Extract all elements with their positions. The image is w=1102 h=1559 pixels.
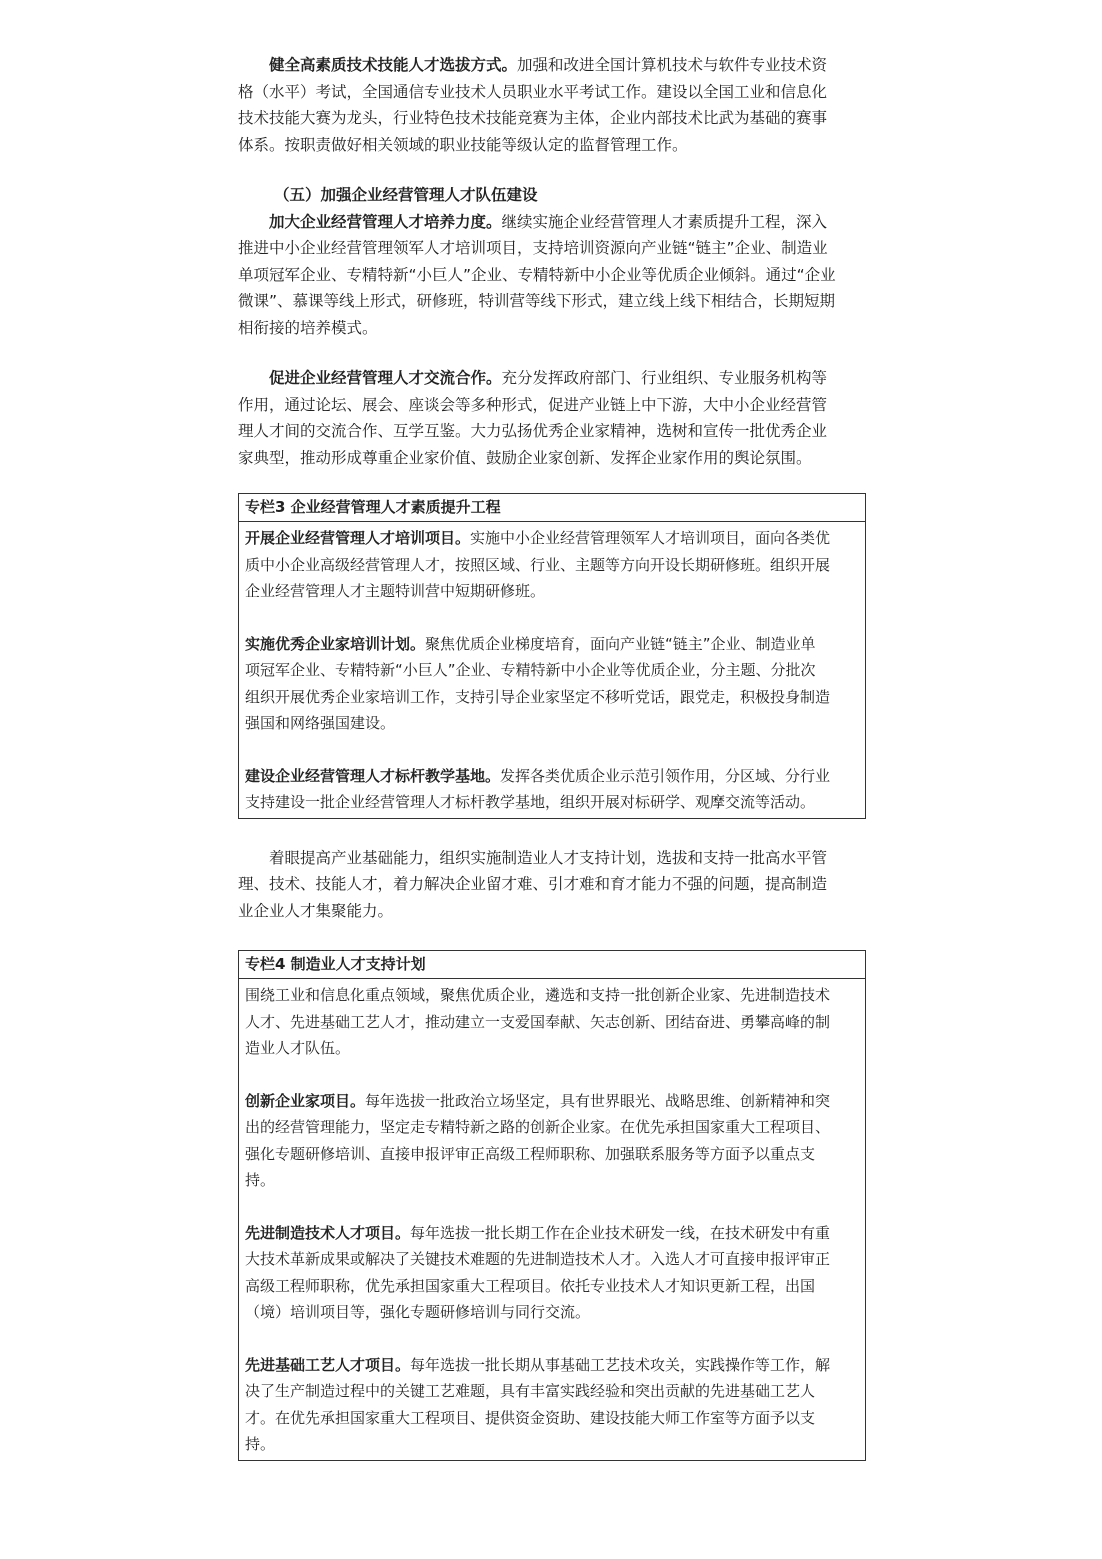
text-line: 微课”、慕课等线上形式，研修班，特训营等线下形式，建立线上线下相结合，长期短期	[238, 292, 836, 310]
text-line: 高级工程师职称，优先承担国家重大工程项目。依托专业技术人才知识更新工程，出国	[245, 1276, 816, 1295]
text-line: 实施优秀企业家培训计划。聚焦优质企业梯度培育，面向产业链“链主”企业、制造业单	[245, 634, 816, 653]
paragraph-exchange	[238, 365, 866, 471]
text-line: 作用，通过论坛、展会、座谈会等多种形式，促进产业链上中下游，大中小企业经营管	[238, 395, 828, 414]
text-line: 着眼提高产业基础能力，组织实施制造业人才支持计划，选拔和支持一批高水平管	[269, 848, 828, 867]
column-box-3	[238, 493, 866, 819]
text-line: 技术技能大赛为龙头，行业特色技术技能竞赛为主体，企业内部技术比武为基础的赛事	[238, 109, 828, 127]
text-line: 项冠军企业、专精特新“小巨人”企业、专精特新中小企业等优质企业，分主题、分批次	[245, 661, 816, 679]
paragraph-lead: 加大企业经营管理人才培养力度。	[269, 212, 502, 231]
item-lead: 先进基础工艺人才项目。	[245, 1355, 411, 1374]
text-line: 大技术革新成果或解决了关键技术难题的先进制造技术人才。入选人才可直接申报评审正	[245, 1250, 831, 1268]
text-line: 围绕工业和信息化重点领域，聚焦优质企业，遴选和支持一批创新企业家、先进制造技术	[245, 986, 831, 1004]
spacer	[245, 605, 859, 631]
column-box-4	[238, 950, 866, 1461]
text-line: 组织开展优秀企业家培训工作，支持引导企业家坚定不移听党话，跟党走，积极投身制造	[245, 687, 831, 706]
text-line: 人才、先进基础工艺人才，推动建立一支爱国奉献、矢志创新、团结奋进、勇攀高峰的制	[245, 1012, 831, 1031]
spacer	[245, 1194, 859, 1220]
text-line: 理人才间的交流合作、互学互鉴。大力弘扬优秀企业家精神，选树和宣传一批优秀企业	[238, 422, 828, 440]
paragraph-manufacturing-plan	[238, 845, 866, 925]
text-line: 质中小企业高级经营管理人才，按照区域、行业、主题等方向开设长期研修班。组织开展	[245, 555, 831, 574]
box-title: 专栏4 制造业人才支持计划	[239, 951, 865, 979]
text-line: 推进中小企业经营管理领军人才培训项目，支持培训资源向产业链“链主”企业、制造业	[238, 239, 828, 257]
text-line: 建设企业经营管理人才标杆教学基地。发挥各类优质企业示范引领作用，分区域、分行业	[245, 766, 831, 785]
item-lead: 建设企业经营管理人才标杆教学基地。	[245, 766, 501, 785]
text-line: 业企业人才集聚能力。	[238, 901, 394, 920]
spacer	[238, 471, 866, 493]
text-line: 先进制造技术人才项目。每年选拔一批长期工作在企业技术研发一线，在技术研发中有重	[245, 1223, 831, 1242]
text-line: 体系。按职责做好相关领域的职业技能等级认定的监督管理工作。	[238, 135, 688, 154]
text-line: 创新企业家项目。每年选拔一批政治立场坚定，具有世界眼光、战略思维、创新精神和突	[245, 1091, 831, 1110]
spacer	[238, 819, 866, 845]
item-lead: 实施优秀企业家培训计划。	[245, 634, 426, 653]
spacer	[245, 1326, 859, 1352]
text-line: 单项冠军企业、专精特新“小巨人”企业、专精特新中小企业等优质企业倾斜。通过“企业	[238, 265, 836, 284]
section-heading: （五）加强企业经营管理人才队伍建设	[274, 186, 538, 204]
text-line: 开展企业经营管理人才培训项目。实施中小企业经营管理领军人才培训项目，面向各类优	[245, 529, 831, 547]
item-lead: 开展企业经营管理人才培训项目。	[245, 529, 471, 547]
document-page	[238, 52, 866, 1461]
text-line: 强化专题研修培训、直接申报评审正高级工程师职称、加强联系服务等方面予以重点支	[245, 1144, 816, 1163]
paragraph-lead: 健全高素质技术技能人才选拔方式。	[269, 56, 518, 74]
text-line: 决了生产制造过程中的关键工艺难题，具有丰富实践经验和突出贡献的先进基础工艺人	[245, 1382, 816, 1400]
paragraph-talent-selection	[238, 52, 866, 158]
text-line: 支持建设一批企业经营管理人才标杆教学基地，组织开展对标研学、观摩交流等活动。	[245, 793, 816, 811]
text-line: 造业人才队伍。	[245, 1039, 351, 1057]
text-line: 理、技术、技能人才，着力解决企业留才难、引才难和育才能力不强的问题，提高制造	[238, 875, 828, 893]
text-line: （境）培训项目等，强化专题研修培训与同行交流。	[245, 1303, 591, 1321]
paragraph-training	[238, 209, 866, 342]
spacer	[238, 341, 866, 365]
spacer	[238, 924, 866, 950]
text-line: 相衔接的培养模式。	[238, 318, 378, 337]
text-line: 促进企业经营管理人才交流合作。充分发挥政府部门、行业组织、专业服务机构等	[269, 369, 828, 387]
text-line: 持。	[245, 1435, 276, 1453]
text-line: 出的经营管理能力，坚定走专精特新之路的创新企业家。在优先承担国家重大工程项目、	[245, 1118, 831, 1136]
spacer	[245, 737, 859, 763]
text-line: 才。在优先承担国家重大工程项目、提供资金资助、建设技能大师工作室等方面予以支	[245, 1408, 816, 1427]
spacer	[238, 158, 866, 182]
text-line: 家典型，推动形成尊重企业家价值、鼓励企业家创新、发挥企业家作用的舆论氛围。	[238, 448, 812, 467]
text-line: 格（水平）考试，全国通信专业技术人员职业水平考试工作。建设以全国工业和信息化	[238, 82, 828, 101]
spacer	[245, 1062, 859, 1088]
item-lead: 创新企业家项目。	[245, 1091, 366, 1110]
box-body	[239, 522, 865, 818]
box-body	[239, 979, 865, 1460]
paragraph-lead: 促进企业经营管理人才交流合作。	[269, 369, 502, 387]
text-line: 企业经营管理人才主题特训营中短期研修班。	[245, 582, 546, 600]
text-line: 加大企业经营管理人才培养力度。继续实施企业经营管理人才素质提升工程，深入	[269, 212, 828, 231]
text-line: 强国和网络强国建设。	[245, 714, 396, 732]
text-line: 持。	[245, 1171, 276, 1189]
text-line: 先进基础工艺人才项目。每年选拔一批长期从事基础工艺技术攻关，实践操作等工作，解	[245, 1355, 831, 1374]
box-title: 专栏3 企业经营管理人才素质提升工程	[239, 494, 865, 522]
item-lead: 先进制造技术人才项目。	[245, 1223, 411, 1242]
text-line: 健全高素质技术技能人才选拔方式。加强和改进全国计算机技术与软件专业技术资	[269, 56, 828, 74]
